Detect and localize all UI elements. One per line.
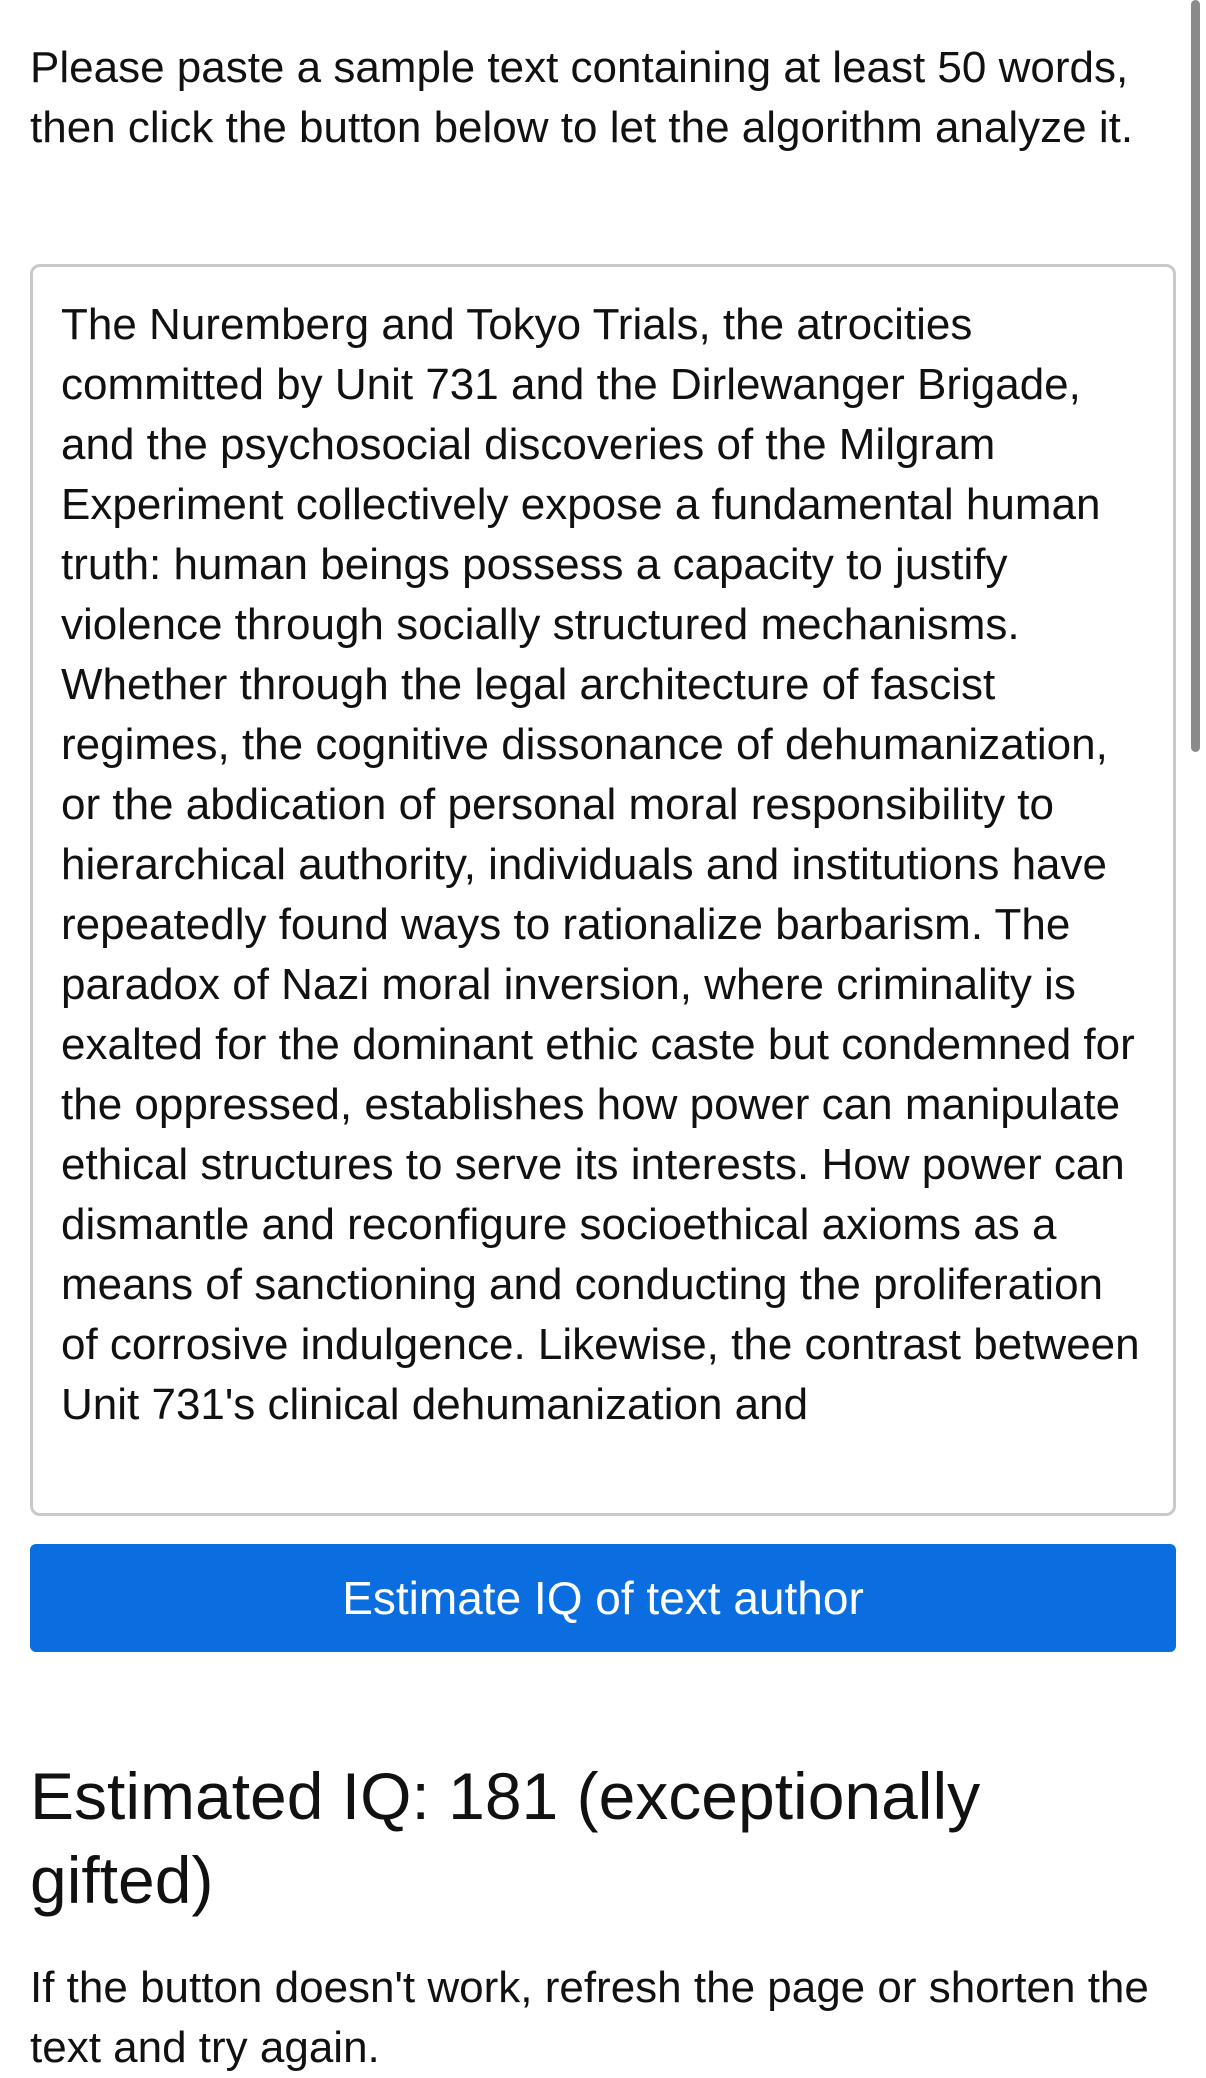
sample-text-value: The Nuremberg and Tokyo Trials, the atrocities committed by Unit 731 and the Dirlewanger Brigade, and the psychosocial discoveries of the Milgram Experiment collectively expose a fundamental human truth: human beings possess a capacity to justify violence through socially structured mechanisms. Whether through the legal architecture of fascist regimes, the cognitive dissonance of dehumanization, or the abdication of personal moral responsibility to hierarchical authority, individuals and institutions have repeatedly found ways to rationalize barbarism. The paradox of Nazi moral inversion, where criminality is exalted for the dominant ethic caste but condemned for the oppressed, establishes how power can manipulate ethical structures to serve its interests. How power can dismantle and reconfigure socioethical axioms as a means of sanctioning and conducting the proliferation of corrosive indulgence. Likewise, the contrast between Unit 731's clinical dehumanization and [61,300,1140,1429]
instructions-text: Please paste a sample text containing at least 50 words, then click the button below to let the algorithm analyze it. [30,43,1134,152]
page-scrollbar[interactable] [1191,0,1200,752]
sample-text-input[interactable] [30,264,1176,1516]
troubleshooting-hint: If the button doesn't work, refresh the page or shorten the text and try again. [30,1963,1149,2072]
estimated-iq-result: Estimated IQ: 181 (exceptionally gifted) [30,1759,981,1917]
estimate-iq-button[interactable]: Estimate IQ of text author [30,1544,1176,1652]
